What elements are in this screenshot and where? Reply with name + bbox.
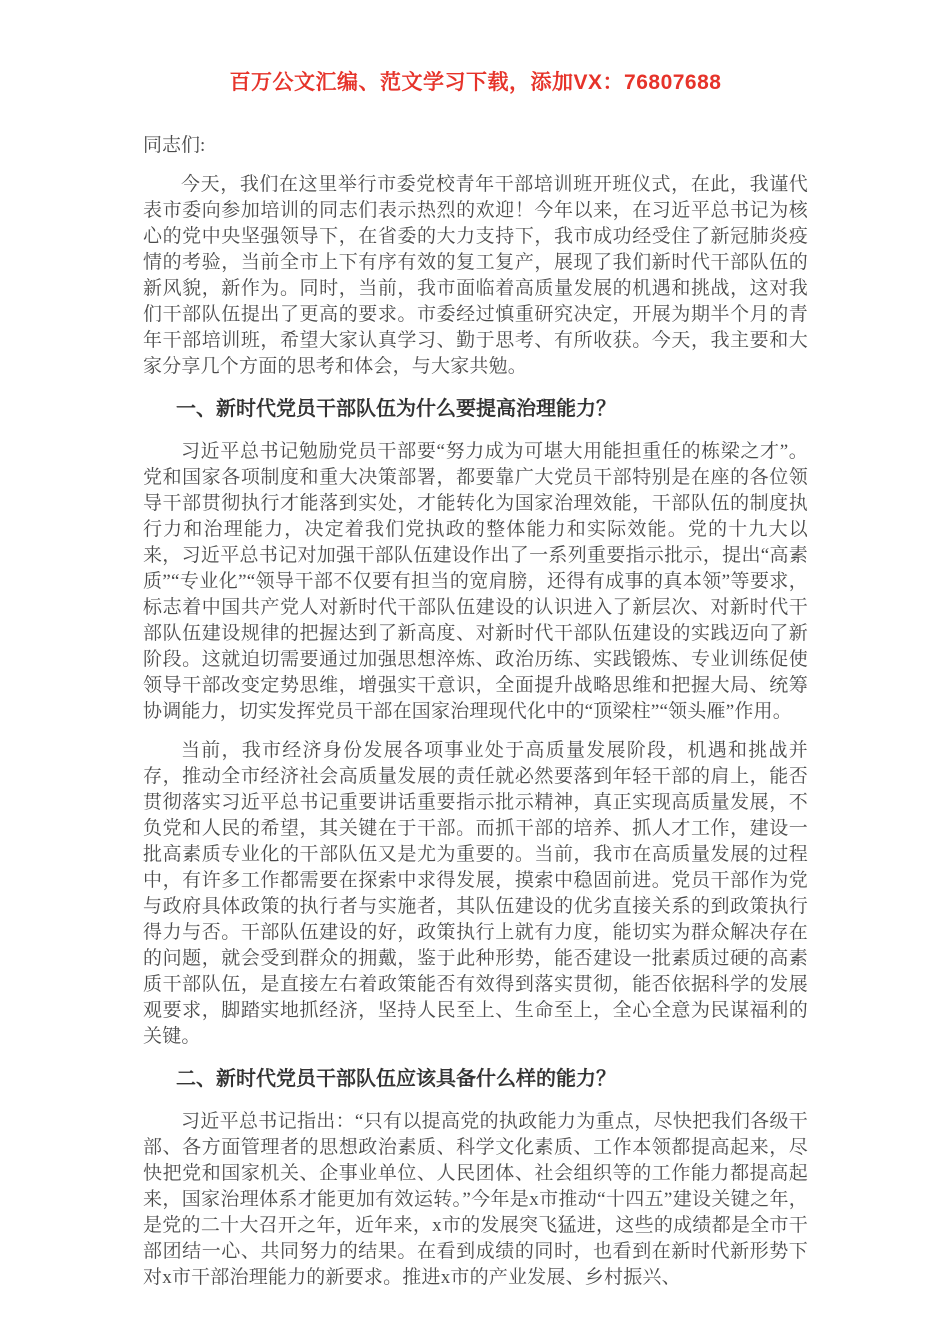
section-2-paragraph-1: 习近平总书记指出：“只有以提高党的执政能力为重点，尽快把我们各级干部、各方面管理者的思想政治素质、科学文化素质、工作本领都提高起来，尽快把党和国家机关、企事业单位、人民团体、社会组织等的工作能力都提高起来，国家治理体系才能更加有效运转。”今年是x市推动“十四五”建设关键之年，是党的二十大召开之年，近年来，x市的发展突飞猛进，这些的成绩都是全市干部团结一心、共同努力的结果。在看到成绩的同时，也看到在新时代新形势下对x市干部治理能力的新要求。推进x市的产业发展、乡村振兴、	[143, 1111, 808, 1288]
section-1-paragraph-1: 习近平总书记勉励党员干部要“努力成为可堪大用能担重任的栋梁之才”。党和国家各项制度和重大决策部署，都要靠广大党员干部特别是在座的各位领导干部贯彻执行才能落到实处，才能转化为国家治理效能，干部队伍的制度执行力和治理能力，决定着我们党执政的整体能力和实际效能。党的十九大以来，习近平总书记对加强干部队伍建设作出了一系列重要指示批示，提出“高素质”“专业化”“领导干部不仅要有担当的宽肩膀，还得有成事的真本领”等要求，标志着中国共产党人对新时代干部队伍建设的认识进入了新层次、对新时代干部队伍建设规律的把握达到了新高度、对新时代干部队伍建设的实践迈向了新阶段。这就迫切需要通过加强思想淬炼、政治历练、实践锻炼、专业训练促使领导干部改变定势思维，增强实干意识，全面提升战略思维和把握大局、统筹协调能力，切实发挥党员干部在国家治理现代化中的“顶梁柱”“领头雁”作用。	[143, 441, 808, 722]
section-1-paragraph-2: 当前，我市经济身份发展各项事业处于高质量发展阶段，机遇和挑战并存，推动全市经济社会高质量发展的责任就必然要落到年轻干部的肩上，能否贯彻落实习近平总书记重要讲话重要指示批示精神，真正实现高质量发展，不负党和人民的希望，其关键在于干部。而抓干部的培养、抓人才工作，建设一批高素质专业化的干部队伍又是尤为重要的。当前，我市在高质量发展的过程中，有许多工作都需要在探索中求得发展，摸索中稳固前进。党员干部作为党与政府具体政策的执行者与实施者，其队伍建设的优劣直接关系的到政策执行得力与否。干部队伍建设的好，政策执行上就有力度，能切实为群众解决存在的问题，就会受到群众的拥戴，鉴于此种形势，能否建设一批素质过硬的高素质干部队伍，是直接左右着政策能否有效得到落实贯彻，能否依据科学的发展观要求，脚踏实地抓经济，坚持人民至上、生命至上，全心全意为民谋福利的关键。	[143, 740, 808, 1047]
intro-paragraph: 今天，我们在这里举行市委党校青年干部培训班开班仪式，在此，我谨代表市委向参加培训的同志们表示热烈的欢迎！今年以来，在习近平总书记为核心的党中央坚强领导下，在省委的大力支持下，我市成功经受住了新冠肺炎疫情的考验，当前全市上下有序有效的复工复产，展现了我们新时代干部队伍的新风貌，新作为。同时，当前，我市面临着高质量发展的机遇和挑战，这对我们干部队伍提出了更高的要求。市委经过慎重研究决定，开展为期半个月的青年干部培训班，希望大家认真学习、勤于思考、有所收获。今天，我主要和大家分享几个方面的思考和体会，与大家共勉。	[143, 174, 808, 377]
section-1-heading: 一、新时代党员干部队伍为什么要提高治理能力？	[176, 398, 616, 420]
salutation: 同志们:	[143, 135, 206, 156]
document-body	[143, 133, 808, 1291]
section-2-heading: 二、新时代党员干部队伍应该具备什么样的能力？	[176, 1068, 616, 1090]
header-notice: 百万公文汇编、范文学习下载，添加VX：76807688	[229, 71, 722, 94]
